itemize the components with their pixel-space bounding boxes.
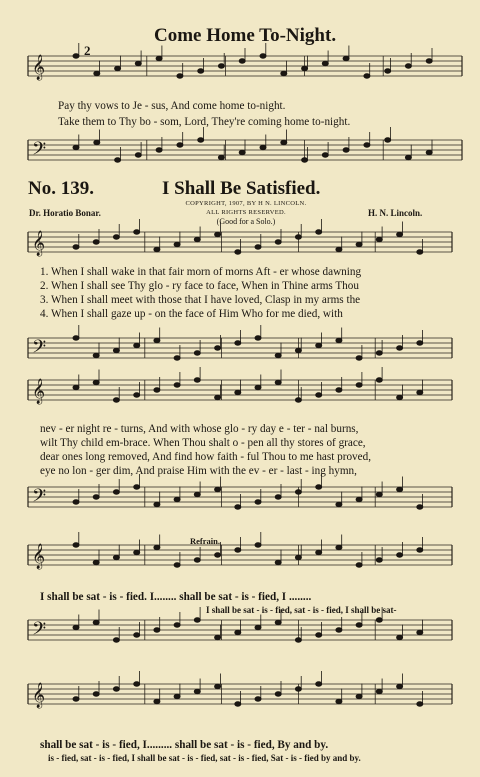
note-head: [385, 69, 391, 73]
note-head: [397, 232, 403, 236]
note-head: [134, 682, 140, 686]
note-head: [134, 633, 140, 637]
note-head: [135, 61, 141, 65]
refrain-echo-2: is - fied, sat - is - fied, I shall be sat - is - fied, sat - is - fied, Sat - is - fied by and by.: [48, 753, 361, 763]
note-head: [281, 71, 287, 75]
note-head: [194, 237, 200, 241]
note-head: [115, 158, 121, 162]
note-head: [113, 235, 119, 239]
note-head: [239, 150, 245, 154]
note-head: [255, 385, 261, 389]
note-head: [235, 341, 241, 345]
note-head: [275, 353, 281, 357]
note-head: [336, 388, 342, 392]
note-head: [93, 353, 99, 357]
note-head: [113, 490, 119, 494]
note-head: [417, 250, 423, 254]
note-head: [376, 378, 382, 382]
stanza-2-line-1: 2. When I shall see Thy glo - ry face to face, When in Thine arms Thou: [40, 280, 359, 292]
note-head: [405, 64, 411, 68]
note-head: [302, 158, 308, 162]
note-head: [417, 505, 423, 509]
note-head: [336, 247, 342, 251]
note-head: [154, 247, 160, 251]
note-head: [194, 558, 200, 562]
note-head: [134, 550, 140, 554]
top-verse-2: Take them to Thy bo - som, Lord, They're coming home to-night.: [58, 116, 351, 128]
note-head: [73, 500, 79, 504]
note-head: [134, 393, 140, 397]
note-head: [177, 143, 183, 147]
stanza-3-line-1: 3. When I shall meet with those that I have loved, Clasp in my arms the: [40, 294, 361, 306]
note-head: [376, 558, 382, 562]
note-head: [385, 138, 391, 142]
note-head: [194, 618, 200, 622]
note-head: [397, 395, 403, 399]
note-head: [376, 237, 382, 241]
note-head: [260, 145, 266, 149]
note-head: [356, 383, 362, 387]
hymn-title: I Shall Be Satisfied.: [162, 178, 321, 199]
note-head: [73, 697, 79, 701]
note-head: [397, 635, 403, 639]
treble-clef-icon: 𝄞: [32, 379, 46, 404]
note-head: [174, 694, 180, 698]
note-head: [73, 245, 79, 249]
treble-clef-icon: 𝄞: [32, 683, 46, 708]
note-head: [218, 64, 224, 68]
note-head: [154, 388, 160, 392]
note-head: [343, 56, 349, 60]
note-head: [336, 502, 342, 506]
note-head: [275, 560, 281, 564]
note-head: [154, 502, 160, 506]
note-head: [417, 390, 423, 394]
refrain-line-1: I shall be sat - is - fied. I........ shall be sat - is - fied, I ........: [40, 591, 312, 603]
note-head: [275, 620, 281, 624]
note-head: [356, 694, 362, 698]
note-head: [397, 553, 403, 557]
note-head: [235, 702, 241, 706]
note-head: [215, 346, 221, 350]
note-head: [235, 630, 241, 634]
note-head: [174, 356, 180, 360]
note-head: [174, 242, 180, 246]
stanzas-line-1: [40, 266, 361, 322]
note-head: [113, 687, 119, 691]
refrain-label: Refrain.: [190, 536, 220, 546]
note-head: [198, 138, 204, 142]
note-head: [134, 343, 140, 347]
note-head: [356, 242, 362, 246]
stanzas-line-2: [40, 423, 371, 479]
note-head: [316, 550, 322, 554]
note-head: [194, 689, 200, 693]
note-head: [93, 692, 99, 696]
note-head: [194, 351, 200, 355]
note-head: [316, 682, 322, 686]
note-head: [376, 351, 382, 355]
note-head: [113, 555, 119, 559]
note-head: [94, 71, 100, 75]
measure-number: 2: [84, 43, 91, 58]
note-head: [156, 56, 162, 60]
top-hymn-title: Come Home To-Night.: [154, 25, 337, 46]
note-head: [73, 145, 79, 149]
stanza-3-line-2: dear ones long removed, And find how faith - ful Thou to me hast proved,: [40, 451, 371, 463]
note-head: [235, 548, 241, 552]
note-head: [405, 155, 411, 159]
note-head: [174, 383, 180, 387]
note-head: [215, 635, 221, 639]
note-head: [275, 380, 281, 384]
note-head: [134, 230, 140, 234]
bass-clef-icon: 𝄢: [32, 337, 47, 362]
note-head: [177, 74, 183, 78]
note-head: [113, 348, 119, 352]
note-head: [316, 633, 322, 637]
hymn-composer: H. N. Lincoln.: [368, 208, 423, 218]
note-head: [154, 699, 160, 703]
note-head: [260, 54, 266, 58]
note-head: [215, 553, 221, 557]
treble-clef-icon: 𝄞: [32, 231, 46, 256]
note-head: [93, 620, 99, 624]
note-head: [215, 487, 221, 491]
note-head: [113, 638, 119, 642]
note-head: [134, 485, 140, 489]
note-head: [218, 155, 224, 159]
note-head: [93, 560, 99, 564]
note-head: [376, 689, 382, 693]
note-head: [73, 385, 79, 389]
note-head: [73, 543, 79, 547]
note-head: [174, 563, 180, 567]
note-head: [235, 250, 241, 254]
note-head: [239, 59, 245, 63]
note-head: [316, 485, 322, 489]
note-head: [93, 495, 99, 499]
note-head: [295, 490, 301, 494]
note-head: [364, 74, 370, 78]
note-head: [156, 148, 162, 152]
note-head: [295, 555, 301, 559]
top-verse-1: Pay thy vows to Je - sus, And come home to-night.: [58, 100, 286, 112]
note-head: [93, 240, 99, 244]
note-head: [275, 495, 281, 499]
note-head: [275, 692, 281, 696]
note-head: [115, 66, 121, 70]
note-head: [255, 543, 261, 547]
hymn-author: Dr. Horatio Bonar.: [29, 208, 101, 218]
note-head: [255, 245, 261, 249]
note-head: [295, 348, 301, 352]
note-head: [154, 628, 160, 632]
note-head: [376, 492, 382, 496]
note-head: [73, 54, 79, 58]
performance-note: (Good for a Solo.): [216, 217, 276, 226]
stanza-1-line-2: nev - er night re - turns, And with whose glo - ry day e - ter - nal burns,: [40, 423, 359, 435]
note-head: [174, 623, 180, 627]
note-head: [194, 378, 200, 382]
note-head: [426, 150, 432, 154]
note-head: [295, 638, 301, 642]
note-head: [255, 500, 261, 504]
note-head: [93, 380, 99, 384]
note-head: [336, 338, 342, 342]
note-head: [417, 702, 423, 706]
note-head: [322, 61, 328, 65]
treble-clef-icon: 𝄞: [32, 544, 46, 569]
note-head: [316, 393, 322, 397]
note-head: [356, 623, 362, 627]
note-head: [281, 140, 287, 144]
note-head: [417, 630, 423, 634]
note-head: [255, 697, 261, 701]
stanza-4-line-1: 4. When I shall gaze up - on the face of Him Who for me died, with: [40, 308, 343, 320]
note-head: [215, 395, 221, 399]
note-head: [113, 398, 119, 402]
note-head: [364, 143, 370, 147]
note-head: [194, 492, 200, 496]
note-head: [336, 545, 342, 549]
note-head: [295, 235, 301, 239]
refrain-line-2: shall be sat - is - fied, I......... shall be sat - is - fied, By and by.: [40, 739, 329, 751]
note-head: [417, 341, 423, 345]
stanza-2-line-2: wilt Thy child em-brace. When Thou shalt o - pen all thy stores of grace,: [40, 437, 366, 449]
hymn-copyright: COPYRIGHT, 1907, BY H N. LINCOLN.: [185, 200, 307, 207]
note-head: [397, 487, 403, 491]
note-head: [235, 390, 241, 394]
note-head: [275, 240, 281, 244]
note-head: [417, 548, 423, 552]
note-head: [343, 148, 349, 152]
note-head: [302, 66, 308, 70]
note-head: [73, 336, 79, 340]
note-head: [235, 505, 241, 509]
note-head: [376, 618, 382, 622]
note-head: [215, 684, 221, 688]
bass-clef-icon: 𝄢: [32, 619, 47, 644]
note-head: [336, 628, 342, 632]
note-head: [295, 398, 301, 402]
note-head: [198, 69, 204, 73]
note-head: [356, 497, 362, 501]
note-head: [215, 232, 221, 236]
note-head: [356, 356, 362, 360]
note-head: [94, 140, 100, 144]
note-head: [397, 684, 403, 688]
stanza-4-line-2: eye no lon - ger dim, And praise Him with the ev - er - last - ing hymn,: [40, 465, 357, 477]
hymn-rights: ALL RIGHTS RESERVED.: [206, 209, 286, 216]
hymn-number: No. 139.: [28, 178, 94, 199]
refrain-echo-1: I shall be sat - is - fied, sat - is - fied, I shall be sat-: [206, 605, 397, 615]
stanza-1-line-1: 1. When I shall wake in that fair morn of morns Aft - er whose dawning: [40, 266, 362, 278]
note-head: [322, 153, 328, 157]
note-head: [316, 230, 322, 234]
note-head: [397, 346, 403, 350]
bass-clef-icon: 𝄢: [32, 139, 47, 164]
note-head: [336, 699, 342, 703]
note-head: [255, 625, 261, 629]
note-head: [154, 545, 160, 549]
note-head: [316, 343, 322, 347]
note-head: [295, 687, 301, 691]
treble-clef-icon: 𝄞: [32, 55, 46, 80]
note-head: [174, 497, 180, 501]
note-head: [135, 153, 141, 157]
note-head: [356, 563, 362, 567]
bass-clef-icon: 𝄢: [32, 486, 47, 511]
note-head: [255, 336, 261, 340]
note-head: [73, 625, 79, 629]
note-head: [154, 338, 160, 342]
note-head: [426, 59, 432, 63]
